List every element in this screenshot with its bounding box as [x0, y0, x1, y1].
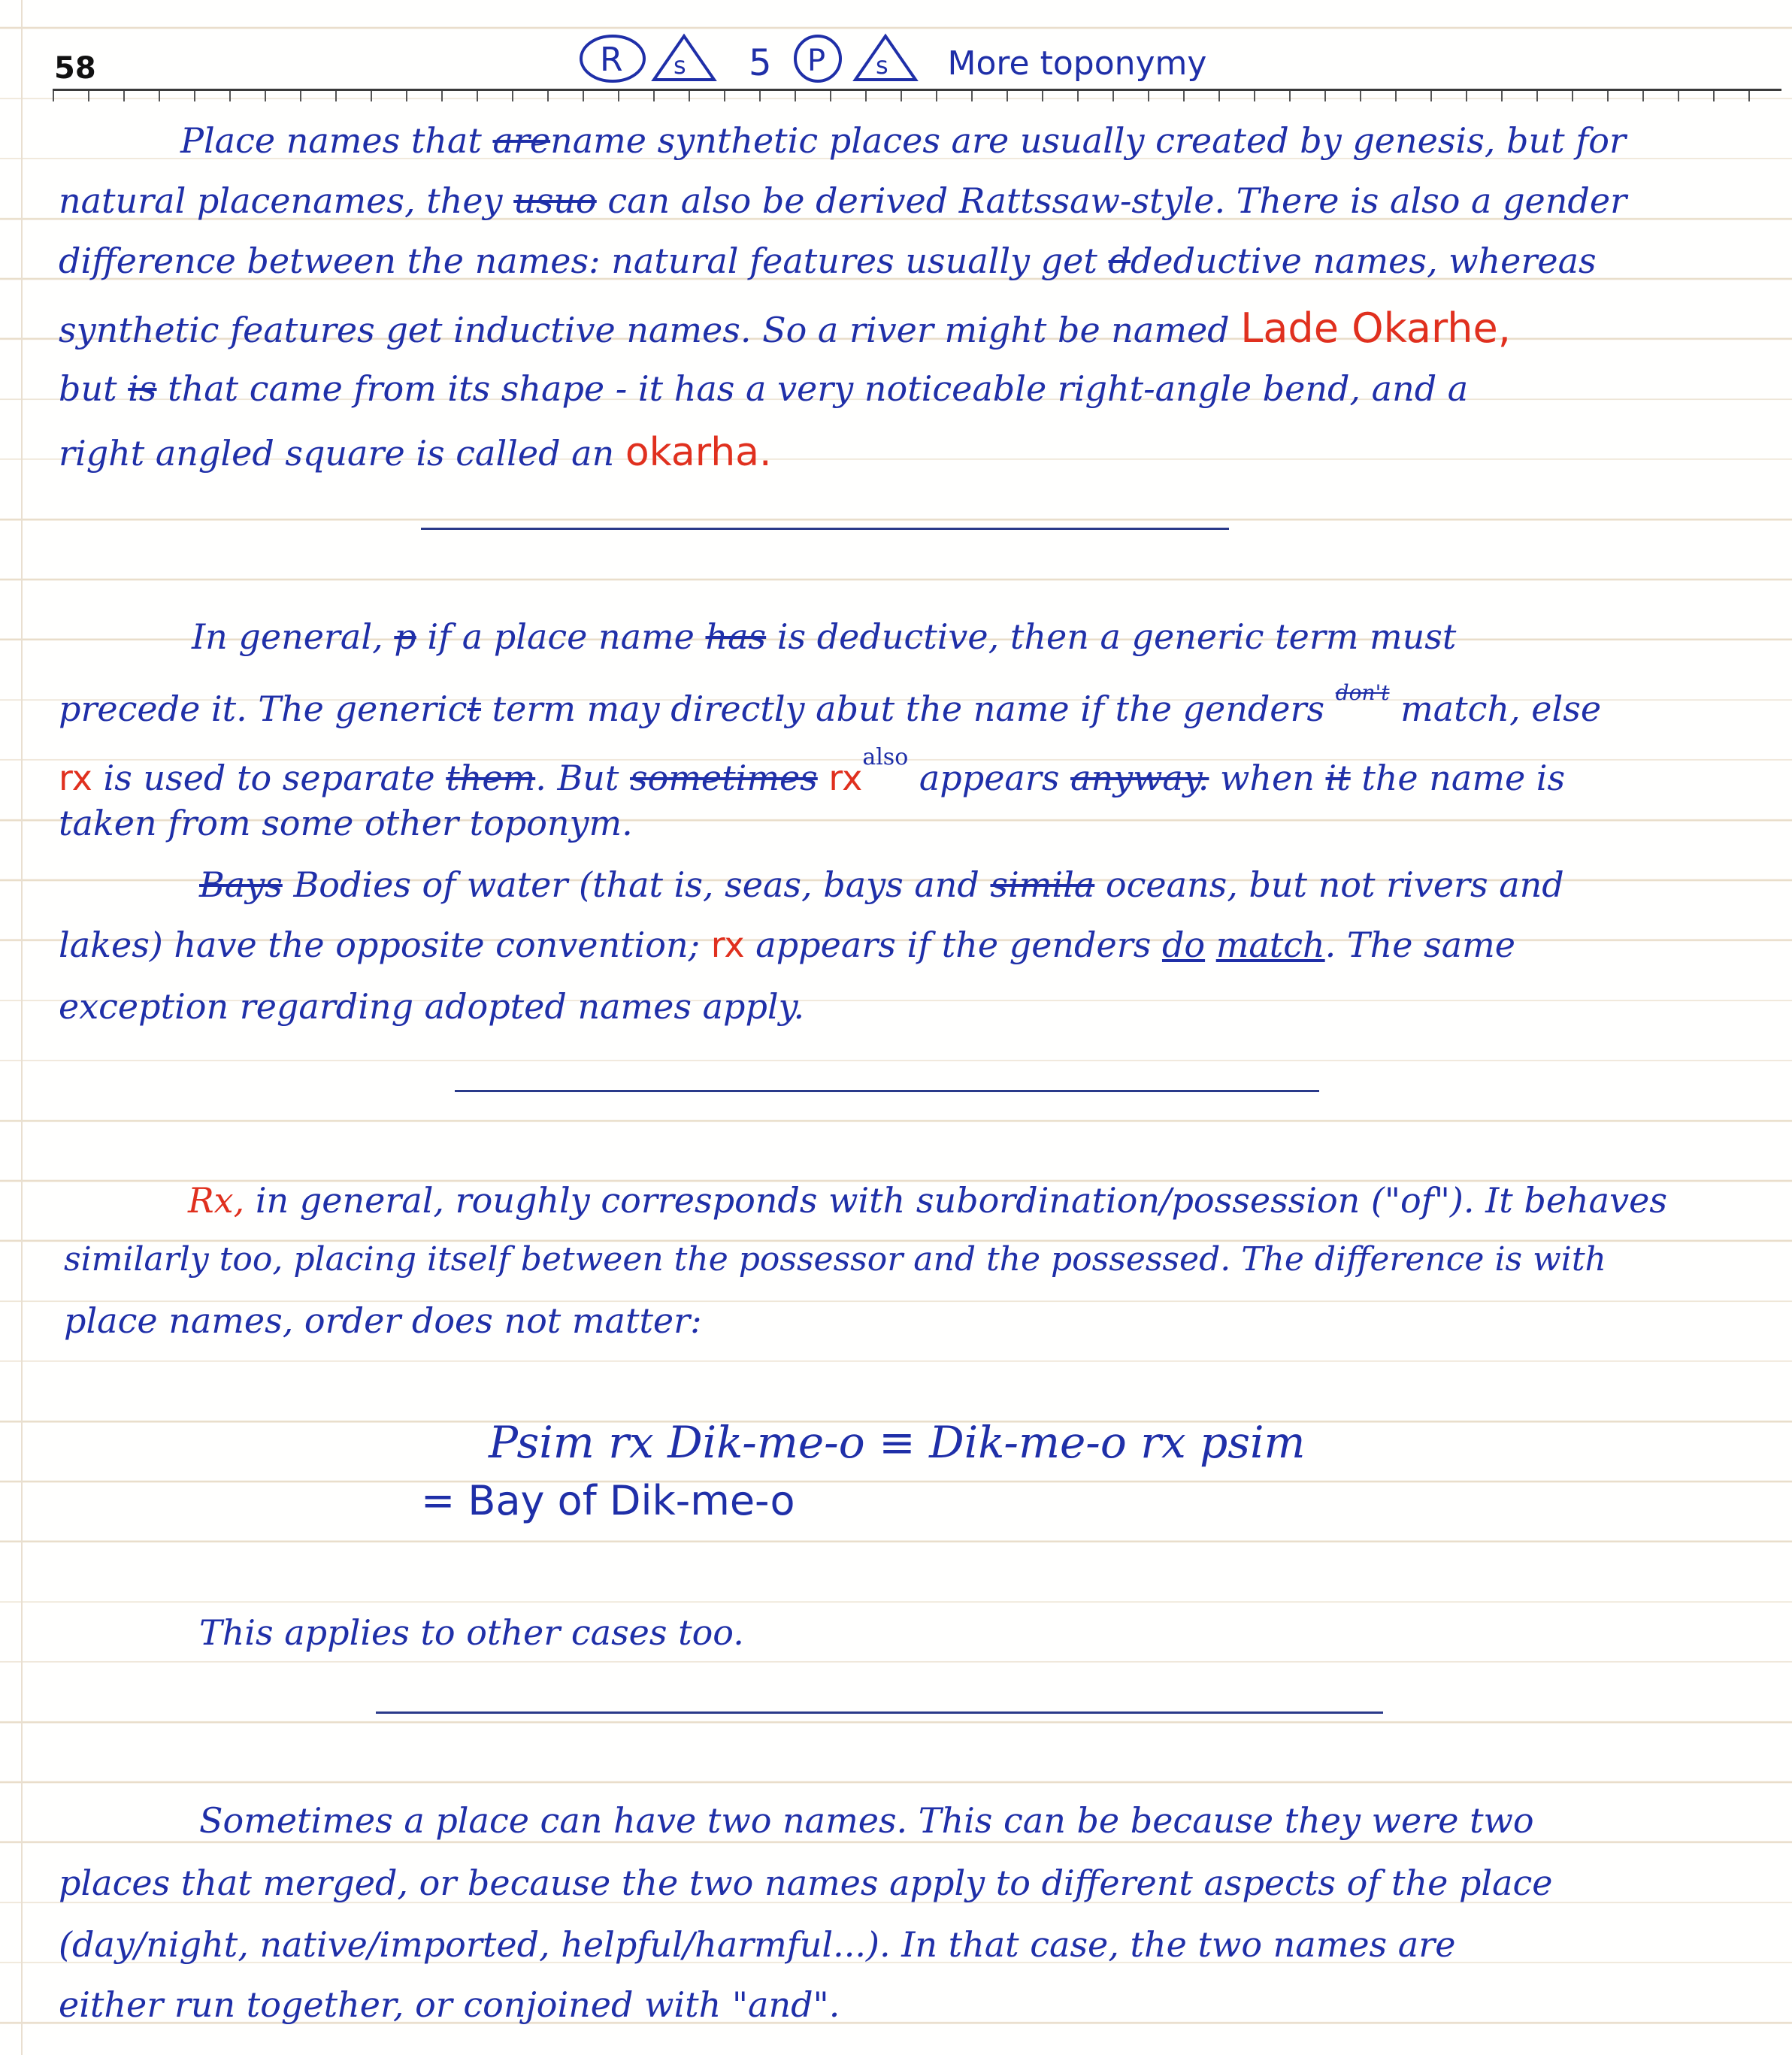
s2-line-7: exception regarding adopted names apply.: [59, 986, 805, 1027]
s2-l1-a: In general,: [192, 616, 395, 657]
script-glyph-group-2: [784, 29, 927, 98]
page-title: [571, 33, 1206, 93]
s4-line-2: places that merged, or because the two names apply to different aspects of the place: [59, 1863, 1553, 1903]
s1-l3-a: difference between the names: natural features usually get: [59, 241, 1109, 281]
s2-l3-b: . But: [535, 758, 630, 798]
s4-line-3: (day/night, native/imported, helpful/harmful...). In that case, the two names are: [59, 1924, 1456, 1965]
s2-l2-sup-dont: don't: [1335, 680, 1390, 705]
s2-line-3: [59, 744, 1565, 798]
s2-l6-red-rx: rx: [710, 925, 745, 965]
s4-line-4: either run together, or conjoined with "and".: [59, 1984, 840, 2025]
s3-l1-red-rx: Rx,: [188, 1180, 245, 1221]
s2-l6-c: [1205, 925, 1216, 965]
s2-l6-b: appears if the genders: [744, 925, 1162, 965]
divider-1: [421, 528, 1229, 530]
s4-line-1: Sometimes a place can have two names. This can be because they were two: [199, 1800, 1534, 1841]
s1-line-2: [59, 180, 1627, 221]
s3-line-1: [188, 1180, 1667, 1221]
s2-l3-red-rx-2: rx: [817, 758, 863, 798]
s2-l3-strike-4: it: [1325, 758, 1351, 798]
s1-l6-red-okarha: okarha.: [625, 430, 772, 475]
s1-line-3: [59, 241, 1597, 281]
s2-l1-strike-2: has: [705, 616, 767, 657]
s1-l2-strike: usuo: [513, 180, 597, 221]
s2-line-5: [199, 864, 1564, 905]
s1-line-6: [59, 430, 772, 475]
page-number: 58: [54, 51, 96, 86]
s1-l1-strike: are: [492, 120, 551, 161]
glyph-p-s-icon: [784, 29, 927, 89]
s1-l5-a: but: [59, 368, 129, 409]
svg-text:s: s: [875, 51, 888, 80]
s2-l2-strike: t: [467, 689, 482, 729]
s2-l6-a: lakes) have the opposite convention;: [59, 925, 711, 965]
example-gloss: = Bay of Dik-me-o: [421, 1477, 795, 1524]
s2-l5-b: oceans, but not rivers and: [1094, 864, 1564, 905]
s2-l5-a: Bodies of water (that is, seas, bays and: [282, 864, 991, 905]
s2-l3-strike-3: anyway.: [1070, 758, 1209, 798]
margin-line: [21, 0, 23, 2055]
example-main: Psim rx Dik-me-o ≡ Dik-me-o rx psim: [489, 1417, 1306, 1468]
s1-l2-b: can also be derived Rattssaw-style. There is also a gender: [596, 180, 1627, 221]
s2-l3-strike-2: sometimes: [629, 758, 818, 798]
s3-l1-a: in general, roughly corresponds with subordination/possession ("of"). It behaves: [244, 1180, 1667, 1221]
svg-text:P: P: [807, 44, 825, 78]
s2-line-4: taken from some other toponym.: [59, 803, 633, 843]
s1-l2-a: natural placenames, they: [59, 180, 514, 221]
s2-l1-b: if a place name: [416, 616, 706, 657]
s1-l4-red-lade-okarhe: Lade Okarhe,: [1240, 304, 1511, 352]
s1-l1-a: Place names that: [180, 120, 493, 161]
s2-line-1: [192, 616, 1456, 657]
s1-l4-a: synthetic features get inductive names. So a river might be named: [59, 310, 1241, 350]
s2-l3-red-rx-1: rx: [59, 758, 92, 798]
svg-text:s: s: [674, 51, 686, 80]
s2-line-2: [59, 680, 1601, 729]
divider-2: [455, 1090, 1319, 1092]
s1-l5-b: that came from its shape - it has a very noticeable right-angle bend, and a: [156, 368, 1469, 409]
s1-line-4: [59, 304, 1511, 352]
s2-l1-strike-1: p: [394, 616, 416, 657]
glyph-number: 5: [749, 42, 772, 84]
s2-l5-strike-2: simila: [990, 864, 1095, 905]
s2-l5-strike-1: Bays: [199, 864, 283, 905]
s1-l3-b: deductive names, whereas: [1130, 241, 1597, 281]
s2-l3-d: when: [1209, 758, 1326, 798]
s1-line-1: [180, 120, 1626, 161]
s2-l3-strike-1: them: [446, 758, 536, 798]
s2-l6-under-do: do: [1161, 925, 1206, 965]
s2-l3-e: the name is: [1350, 758, 1566, 798]
s2-l6-d: . The same: [1324, 925, 1515, 965]
s3-line-2: similarly too, placing itself between the possessor and the possessed. The difference is with: [64, 1240, 1606, 1279]
s1-l5-strike: is: [128, 368, 157, 409]
svg-text:R: R: [600, 41, 623, 79]
s2-l3-c: appears: [908, 758, 1071, 798]
s2-l1-c: is deductive, then a generic term must: [766, 616, 1457, 657]
glyph-r-s-icon: [571, 29, 737, 89]
divider-3: [376, 1711, 1383, 1714]
s1-line-5: [59, 368, 1468, 409]
s3-line-3: place names, order does not matter:: [64, 1300, 702, 1341]
script-glyph-group-1: [571, 29, 737, 98]
s2-l3-a: is used to separate: [92, 758, 446, 798]
s2-l2-a: precede it. The generic: [59, 689, 468, 729]
s2-line-6: [59, 925, 1515, 965]
s2-l6-under-match: match: [1215, 925, 1325, 965]
s2-l3-sup-also: also: [862, 744, 909, 770]
title-text: More toponymy: [947, 44, 1207, 83]
s2-l2-b: term may directly abut the name if the genders: [481, 689, 1336, 729]
s1-l6-a: right angled square is called an: [59, 433, 625, 474]
s1-l1-b: name synthetic places are usually created by genesis, but for: [550, 120, 1626, 161]
s3-line-4: This applies to other cases too.: [199, 1612, 744, 1653]
s2-l2-c: match, else: [1389, 689, 1602, 729]
s1-l3-strike: d: [1108, 241, 1131, 281]
